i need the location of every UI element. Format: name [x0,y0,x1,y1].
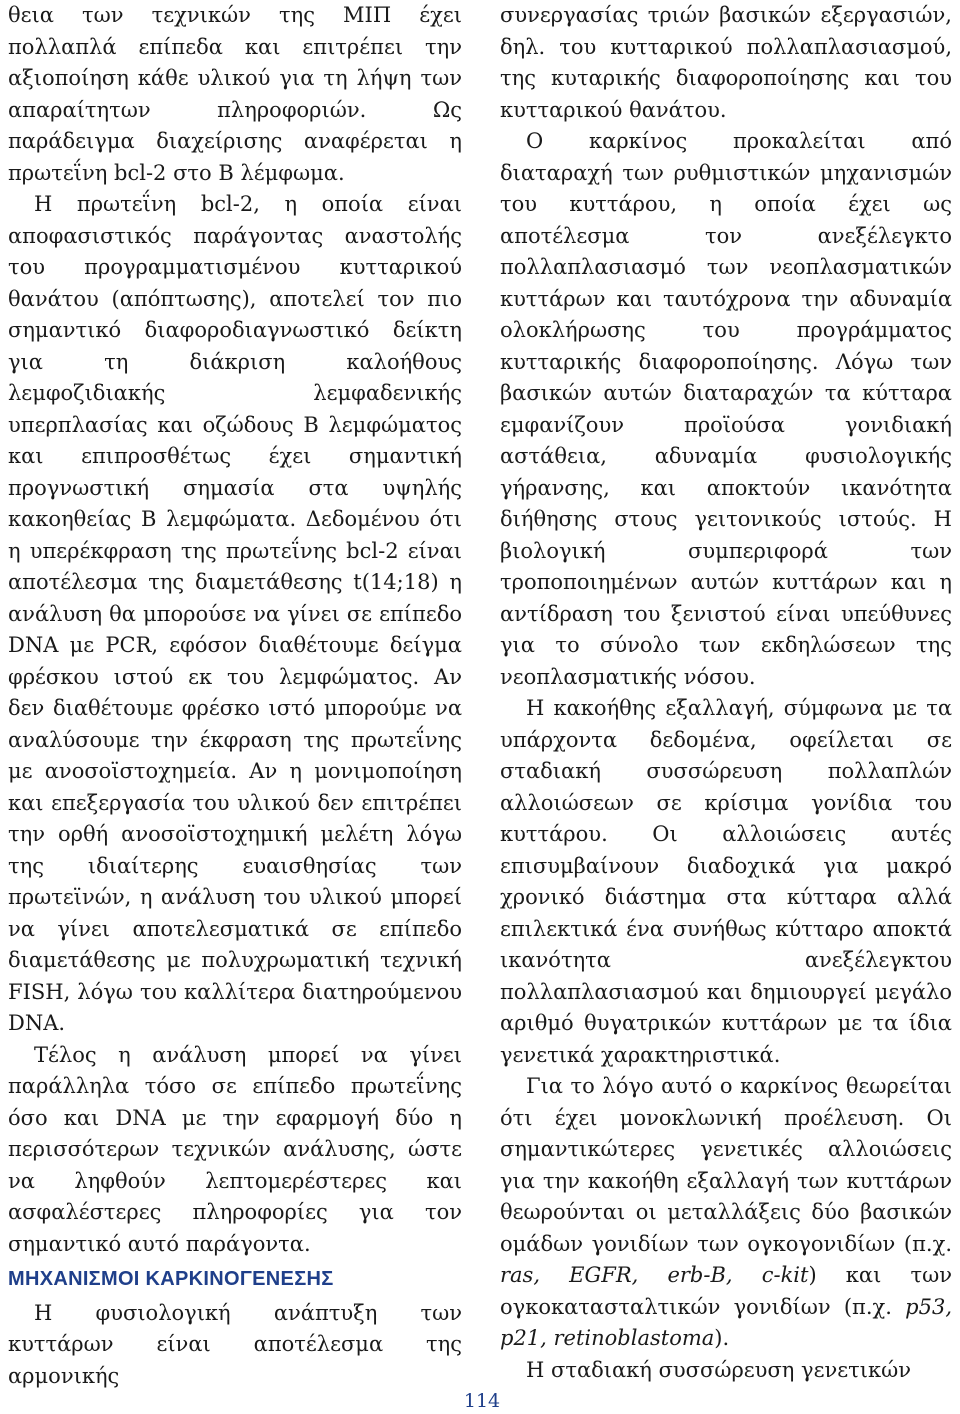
paragraph [500,1071,952,1355]
section-heading: ΜΗΧΑΝΙΣΜΟΙ ΚΑΡΚΙΝΟΓΕΝΕΣΗΣ [8,1268,334,1290]
paragraph: θεια των τεχνικών της ΜΙΠ έχει πολλαπλά επίπεδα και επιτρέπει την αξιοποίηση κάθε υλικού για τη λήψη των απαραίτητων πληροφοριών. Ως παράδειγμα διαχείρισης αναφέρεται η πρωτεΐνη bcl-2 στο Β λέμφωμα. [8,3,462,185]
paragraph: Η φυσιολογική ανάπτυξη των κυττάρων είναι αποτέλεσμα της αρμονικής [8,1300,462,1388]
oncogene-list: ras, EGFR, erb-B, c-kit [500,1263,809,1287]
paragraph: Η σταδιακή συσσώρευση γενετικών [526,1357,911,1382]
paragraph: Η πρωτεΐνη bcl-2, η οποία είναι αποφασιστικός παράγοντας αναστολής του προγραμματισμένου κυτταρικού θανάτου (απόπτωσης), αποτελεί τον πιο σημαντικό διαφοροδιαγνωστικό δείκτη για τη διάκριση καλοήθους λεμφοζιδιακής λεμφαδενικής υπερπλασίας και οζώδους Β λεμφώματος και επιπροσθέτως έχει σημαντική προγνωστική σημασία στα υψηλής κακοηθείας Β λεμφώματα. Δεδομένου ότι η υπερέκφραση της πρωτεΐνης bcl-2 είναι αποτέλεσμα της διαμετάθεσης t(14;18) η ανάλυση θα μπορούσε να γίνει σε επίπεδο DNA με PCR, εφόσον διαθέτουμε δείγμα φρέσκου ιστού εκ του λεμφώματος. Αν δεν διαθέτουμε φρέσκο ιστό μπορούμε να αναλύσουμε την έκφραση της πρωτεΐνης με ανοσοϊστοχημεία. Αν η μονιμοποίηση και επεξεργασία του υλικού δεν επιτρέπει την ορθή ανοσοϊστοχημική μελέτη λόγω της ιδιαίτερης ευαισθησίας των πρωτεϊνών, η ανάλυση του υλικού μπορεί να γίνει αποτελεσματικά σε επίπεδο διαμετάθεσης με πολυχρωματική τεχνική FISH, λόγω του καλλίτερα διατηρούμενου DNA. [8,192,462,1035]
paragraph-text: Για το λόγο αυτό ο καρκίνος θεωρείται ότι έχει μονοκλωνική προέλευση. Οι σημαντικώτερες γενετικές αλλοιώσεις για την κακοήθη εξαλλαγή των κυττάρων θεωρούνται οι μεταλλάξεις δύο βασικών ομάδων γονιδίων των ογκογονιδίων (π.χ. [500,1074,952,1256]
paragraph: Τέλος η ανάλυση μπορεί να γίνει παράλληλα τόσο σε επίπεδο πρωτεΐνης όσο και DNA με την εφαρμογή δύο η περισσότερων τεχνικών ανάλυσης, ώστε να ληφθούν λεπτομερέστερες και ασφαλέστερες πληροφορίες για τον σημαντικό αυτό παράγοντα. [8,1042,462,1256]
left-column [8,0,462,1392]
paragraph-text: ). [714,1326,730,1350]
paragraph-text: ) και των ογκοκατασταλτικών γονιδίων (π.χ. [500,1263,952,1319]
page-number: 114 [463,1390,501,1412]
paragraph: Ο καρκίνος προκαλείται από διαταραχή των ρυθμιστικών μηχανισμών του κυττάρου, η οποία έχει ως αποτέλεσμα τον ανεξέλεγκτο πολλαπλασιασμό των νεοπλασματικών κυττάρων και ταυτόχρονα την αδυναμία ολοκλήρωσης του προγράμματος κυτταρικής διαφοροποίησης. Λόγω των βασικών αυτών διαταραχών τα κύτταρα εμφανίζουν προϊούσα γονιδιακή αστάθεια, αδυναμία φυσιολογικής γήρανσης, και αποκτούν ικανότητα διήθησης στους γειτονικούς ιστούς. Η βιολογική συμπεριφορά των τροποποιημένων αυτών κυττάρων και η αντίδραση του ξενιστού είναι υπεύθυνες για το σύνολο των εκδηλώσεων της νεοπλασματικής νόσου. [500,129,952,689]
suppressor-gene-list: p53, p21, retinoblastoma [500,1294,952,1350]
paragraph: Η κακοήθης εξαλλαγή, σύμφωνα με τα υπάρχοντα δεδομένα, οφείλεται σε σταδιακή συσσώρευση πολλαπλών αλλοιώσεων σε κρίσιμα γονίδια του κυττάρου. Οι αλλοιώσεις αυτές επισυμβαίνουν διαδοχικά για μακρό χρονικό διάστημα στα κύτταρα αλλά επιλεκτικά ένα συνήθως κύτταρο αποκτά ικανότητα ανεξέλεγκτου πολλαπλασιασμού και δημιουργεί μεγάλο αριθμό θυγατρικών κυττάρων με τα ίδια γενετικά χαρακτηριστικά. [500,696,952,1067]
right-column [500,0,952,1386]
paragraph: συνεργασίας τριών βασικών εξεργασιών, δηλ. του κυτταρικού πολλαπλασιασμού, της κυταρικής διαφοροποίησης και του κυτταρικού θανάτου. [500,3,952,122]
